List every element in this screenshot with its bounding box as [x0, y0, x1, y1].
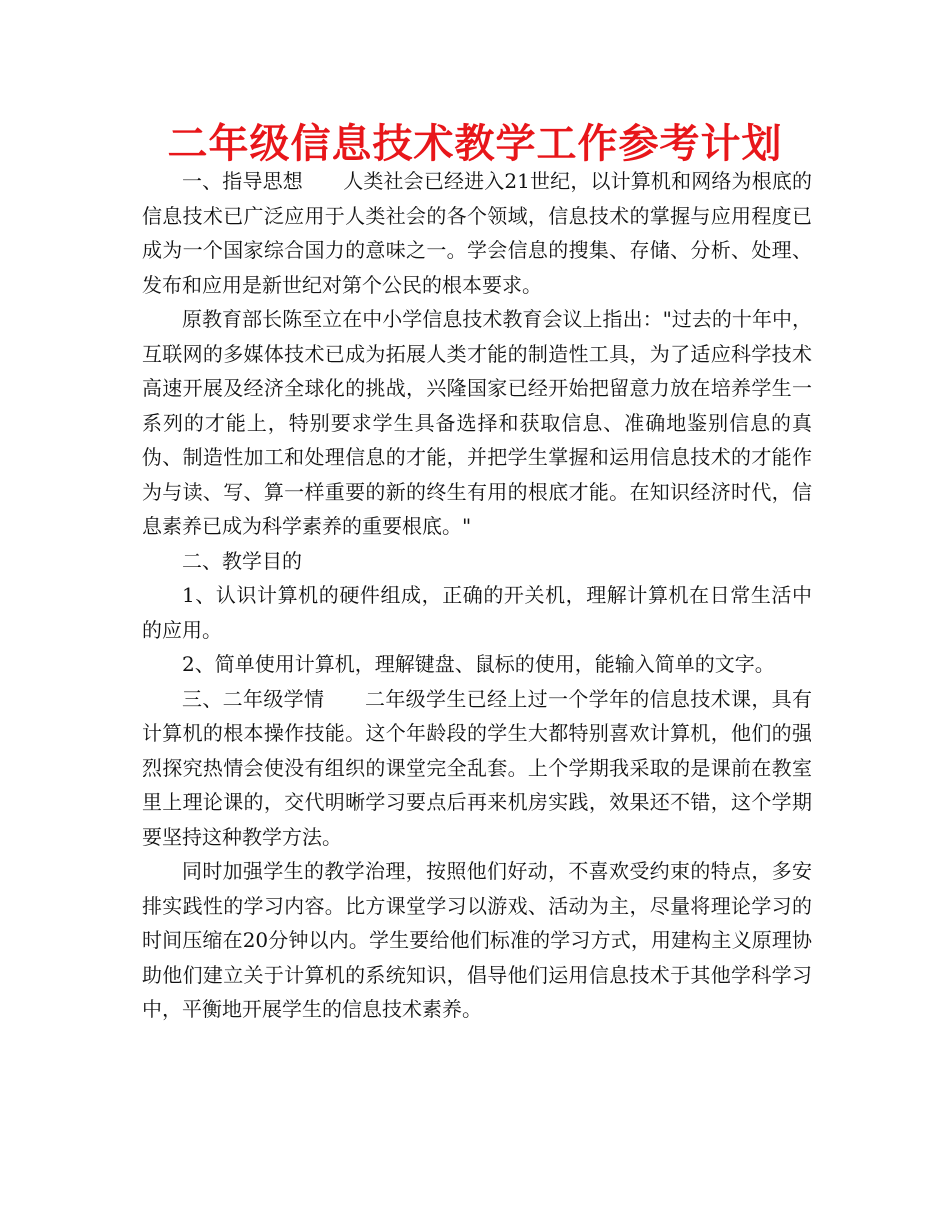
- paragraph-quote: 原教育部长陈至立在中小学信息技术教育会议上指出："过去的十年中，互联网的多媒体技术已成为拓展人类才能的制造性工具，为了适应科学技术高速开展及经济全球化的挑战，兴隆国家已经开始把留意力放在培养学生一系列的才能上，特别要求学生具备选择和获取信息、准确地鉴别信息的真伪、制造性加工和处理信息的才能，并把学生掌握和运用信息技术的才能作为与读、写、算一样重要的新的终生有用的根底才能。在知识经济时代，信息素养已成为科学素养的重要根底。": [142, 307, 812, 538]
- heading-teaching-goals: 二、教学目的: [182, 548, 302, 573]
- document-title: 二年级信息技术教学工作参考计划: [167, 121, 783, 167]
- document-body: [142, 164, 812, 1027]
- paragraph-guiding-thought: 一、指导思想 人类社会已经进入21世纪，以计算机和网络为根底的信息技术已广泛应用于人类社会的各个领域，信息技术的掌握与应用程度已成为一个国家综合国力的意味之一。学会信息的搜集、存储、分析、处理、发布和应用是新世纪对第个公民的根本要求。: [142, 169, 812, 297]
- paragraph-management: 同时加强学生的教学治理，按照他们好动，不喜欢受约束的特点，多安排实践性的学习内容。比方课堂学习以游戏、活动为主，尽量将理论学习的时间压缩在20分钟以内。学生要给他们标准的学习方式，用建构主义原理协助他们建立关于计算机的系统知识，倡导他们运用信息技术于其他学科学习中，平衡地开展学生的信息技术素养。: [142, 859, 812, 1021]
- paragraph-student-situation: 三、二年级学情 二年级学生已经上过一个学年的信息技术课，具有计算机的根本操作技能。这个年龄段的学生大都特别喜欢计算机，他们的强烈探究热情会使没有组织的课堂完全乱套。上个学期我采取的是课前在教室里上理论课的，交代明晰学习要点后再来机房实践，效果还不错，这个学期要坚持这种教学方法。: [142, 686, 812, 849]
- list-item-goal-2: 2、简单使用计算机，理解键盘、鼠标的使用，能输入简单的文字。: [182, 652, 775, 676]
- list-item-goal-1: 1、认识计算机的硬件组成，正确的开关机，理解计算机在日常生活中的应用。: [142, 583, 812, 642]
